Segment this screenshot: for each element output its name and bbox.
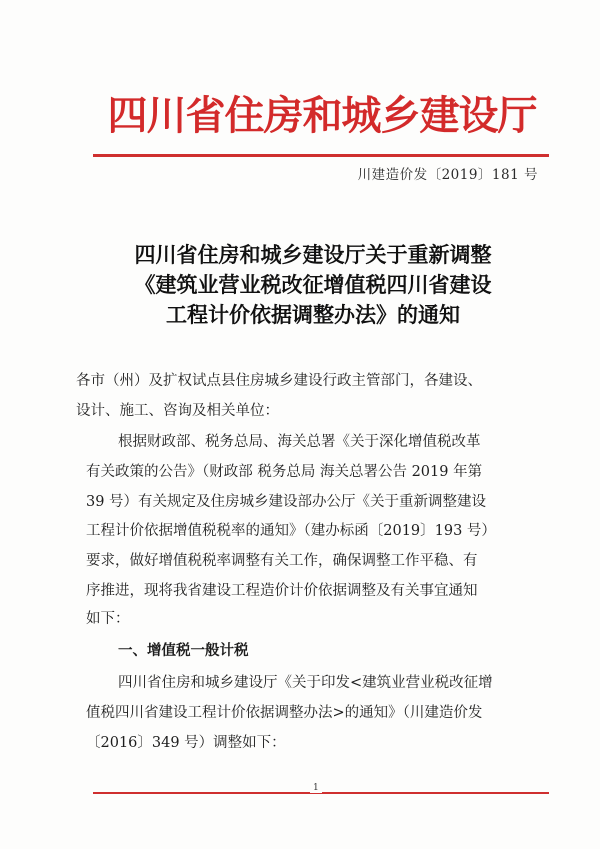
paragraph-2-line-3: 〔2016〕349 号）调整如下： xyxy=(86,735,286,751)
addressee-line-1: 各市（州）及扩权试点县住房城乡建设行政主管部门，各建设、 xyxy=(76,373,482,389)
notice-title-line-1: 四川省住房和城乡建设厅关于重新调整 xyxy=(134,242,492,267)
paragraph-1-line-5: 要求，做好增值税税率调整有关工作，确保调整工作平稳、有 xyxy=(86,553,478,569)
document-number: 川建造价发〔2019〕181 号 xyxy=(357,167,538,183)
notice-title-line-2: 《建筑业营业税改征增值税四川省建设 xyxy=(134,272,492,297)
paragraph-1-line-3: 39 号）有关规定及住房城乡建设部办公厅《关于重新调整建设 xyxy=(86,494,487,510)
paragraph-1-line-4: 工程计价依据增值税税率的通知》（建办标函〔2019〕193 号） xyxy=(86,523,496,539)
page-number: 1 xyxy=(310,783,322,793)
issuing-organization-header: 四川省住房和城乡建设厅 xyxy=(107,92,537,139)
notice-title-line-3: 工程计价依据调整办法》的通知 xyxy=(166,302,460,327)
paragraph-1-line-2: 有关政策的公告》（财政部 税务总局 海关总署公告 2019 年第 xyxy=(86,464,483,480)
paragraph-2-line-2: 值税四川省建设工程计价依据调整办法>的通知》（川建造价发 xyxy=(86,705,483,721)
addressee-line-2: 设计、施工、咨询及相关单位： xyxy=(76,403,279,419)
paragraph-1-line-6: 序推进，现将我省建设工程造价计价依据调整及有关事宜通知 xyxy=(86,583,478,599)
paragraph-1-line-1: 根据财政部、税务总局、海关总署《关于深化增值税改革 xyxy=(118,434,481,450)
section-1-heading: 一、增值税一般计税 xyxy=(118,642,249,659)
paragraph-1-line-7: 如下： xyxy=(86,611,130,627)
paragraph-2-line-1: 四川省住房和城乡建设厅《关于印发<建筑业营业税改征增 xyxy=(118,675,493,691)
header-red-rule xyxy=(93,154,549,157)
